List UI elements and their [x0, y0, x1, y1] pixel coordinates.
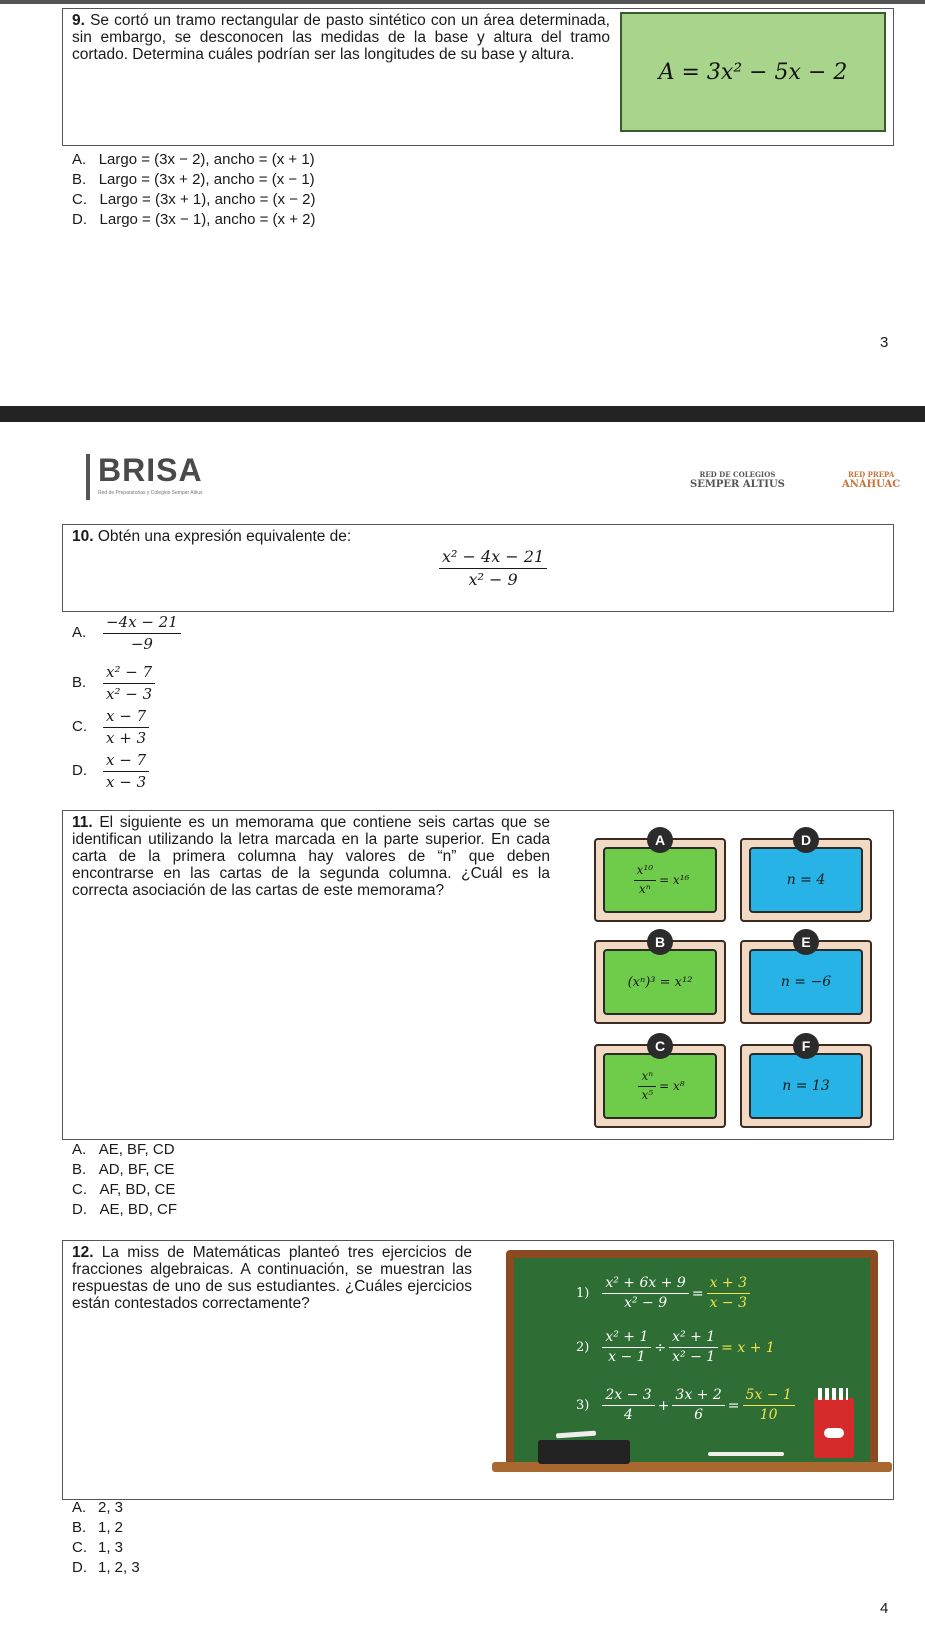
brisa-tagline: Red de Preparatorias y Colegios Semper Altius	[98, 490, 203, 496]
q11-text	[72, 814, 550, 899]
card-d-expr: n = 4	[786, 872, 826, 888]
chalk-box-icon	[814, 1398, 854, 1458]
page-number-top: 3	[880, 334, 889, 351]
option-letter: B.	[72, 1161, 87, 1178]
memorama-card-f[interactable]	[740, 1038, 872, 1128]
q9-area-formula: A = 3x² − 5x − 2	[658, 59, 848, 85]
card-b-face	[603, 949, 717, 1015]
q11-option-c[interactable]	[72, 1182, 175, 1198]
q10-numerator: x² − 4x − 21	[439, 548, 547, 569]
chalk-pieces-icon	[818, 1388, 848, 1400]
ex3-result-den: 10	[759, 1407, 778, 1424]
card-b-expr: (xⁿ)³ = x¹²	[627, 974, 693, 990]
chalk-box-label-icon	[824, 1428, 844, 1438]
option-letter: D.	[72, 762, 87, 779]
semper-altius-logo	[690, 470, 785, 490]
option-letter: C.	[72, 1181, 87, 1198]
q11-option-b[interactable]	[72, 1162, 175, 1178]
q11-number: 11.	[72, 814, 93, 831]
card-a-letter: A	[647, 827, 673, 853]
exercise-number: 2)	[576, 1340, 590, 1356]
option-text: 2, 3	[98, 1499, 124, 1516]
board-exercise-1	[576, 1276, 753, 1312]
board-exercise-2	[576, 1330, 775, 1366]
q9-option-a[interactable]	[72, 152, 315, 168]
q10-denominator: x² − 9	[468, 569, 518, 589]
q10-number: 10.	[72, 528, 94, 545]
q12-number: 12.	[72, 1244, 94, 1261]
card-f-expr: n = 13	[782, 1078, 830, 1094]
option-den: x − 3	[106, 772, 147, 791]
semper-big: SEMPER ALTIUS	[690, 479, 785, 490]
option-den: −9	[130, 634, 153, 653]
ex1-num: x² + 6x + 9	[602, 1276, 688, 1294]
option-text: AE, BD, CF	[99, 1201, 178, 1218]
option-num: x² − 7	[103, 664, 155, 684]
card-a-rhs: = x¹⁶	[659, 873, 690, 887]
option-text: 1, 2	[98, 1519, 124, 1536]
option-den: x + 3	[106, 728, 147, 747]
q12-option-b[interactable]	[72, 1520, 123, 1536]
ex3-eq: =	[727, 1397, 740, 1414]
page-number-bottom: 4	[880, 1600, 889, 1617]
card-c-den: x⁵	[641, 1087, 654, 1102]
option-letter: B.	[72, 171, 87, 188]
option-num: −4x − 21	[103, 614, 181, 634]
option-letter: A.	[72, 151, 87, 168]
memorama-card-b[interactable]	[594, 934, 726, 1024]
q11-option-d[interactable]	[72, 1202, 177, 1218]
card-c-num: xⁿ	[638, 1070, 656, 1086]
page-separator	[0, 406, 925, 422]
q12-text	[72, 1244, 472, 1312]
card-a-den: xⁿ	[639, 881, 651, 896]
q9-text	[72, 12, 610, 63]
q10-text	[72, 528, 351, 545]
card-c-rhs: = x⁸	[659, 1079, 685, 1093]
option-text: 1, 3	[98, 1539, 124, 1556]
memorama-card-d[interactable]	[740, 832, 872, 922]
card-e-letter: E	[793, 929, 819, 955]
brisa-logo	[86, 454, 218, 500]
anahuac-big: ANÁHUAC	[842, 479, 901, 490]
option-letter: A.	[72, 1141, 87, 1158]
ex3-a-den: 4	[624, 1407, 633, 1424]
option-letter: D.	[72, 211, 87, 228]
ex2-b-num: x² + 1	[669, 1330, 718, 1348]
option-letter: B.	[72, 1519, 87, 1536]
q11-option-a[interactable]	[72, 1142, 175, 1158]
brisa-bar	[86, 454, 90, 500]
ex2-a-den: x − 1	[608, 1349, 646, 1366]
q9-number: 9.	[72, 12, 85, 29]
eraser-icon	[538, 1440, 630, 1464]
memorama-card-e[interactable]	[740, 934, 872, 1024]
option-den: x² − 3	[106, 684, 153, 703]
q10-statement: Obtén una expresión equivalente de:	[97, 528, 352, 545]
q9-area-box	[620, 12, 886, 132]
ex3-b-num: 3x + 2	[672, 1388, 724, 1406]
q9-option-c[interactable]	[72, 192, 315, 208]
option-letter: C.	[72, 191, 87, 208]
option-letter: A.	[72, 1499, 87, 1516]
card-f-letter: F	[793, 1033, 819, 1059]
q12-option-d[interactable]	[72, 1560, 140, 1576]
memorama-card-a[interactable]	[594, 832, 726, 922]
memorama-card-c[interactable]	[594, 1038, 726, 1128]
card-f-face	[749, 1053, 863, 1119]
q9-statement: Se cortó un tramo rectangular de pasto sintético con un área determinada, sin embargo, se desconocen las medidas de la base y altura del tramo cortado. Determina cuáles podrían ser las longitudes de su base y altura.	[72, 12, 610, 63]
semper-small: RED DE COLEGIOS	[699, 470, 776, 479]
option-text: AF, BD, CE	[99, 1181, 176, 1198]
q12-option-a[interactable]	[72, 1500, 123, 1516]
q10-option-c[interactable]	[72, 708, 152, 746]
q10-option-d[interactable]	[72, 752, 152, 790]
option-text: Largo = (3x − 1), ancho = (x + 2)	[99, 211, 316, 228]
anahuac-small: RED PREPA	[847, 470, 895, 479]
board-exercise-3	[576, 1388, 798, 1424]
exercise-number: 1)	[576, 1286, 590, 1302]
option-num: x − 7	[103, 752, 149, 772]
q10-expression	[436, 548, 550, 588]
q11-statement: El siguiente es un memorama que contiene seis cartas que se identifican utilizando la letra marcada en la parte superior. En cada carta de la primera columna hay valores de “n” que deben encontrarse en las cartas de la segunda columna. ¿Cuál es la correcta asociación de las cartas de este memorama?	[72, 814, 550, 899]
ex1-op: =	[691, 1285, 704, 1302]
option-letter: B.	[72, 674, 87, 691]
option-text: Largo = (3x + 1), ancho = (x − 2)	[99, 191, 316, 208]
ex3-a-num: 2x − 3	[602, 1388, 654, 1406]
option-letter: C.	[72, 718, 87, 735]
card-c-letter: C	[647, 1033, 673, 1059]
ex2-a-num: x² + 1	[602, 1330, 651, 1348]
card-a-face	[603, 847, 717, 913]
q9-option-d[interactable]	[72, 212, 315, 228]
option-text: Largo = (3x + 2), ancho = (x − 1)	[98, 171, 315, 188]
option-letter: C.	[72, 1539, 87, 1556]
option-letter: D.	[72, 1201, 87, 1218]
ex1-den: x² − 9	[624, 1295, 668, 1312]
card-e-face	[749, 949, 863, 1015]
ex1-result-den: x − 3	[709, 1295, 747, 1312]
option-text: AE, BF, CD	[98, 1141, 175, 1158]
option-text: AD, BF, CE	[98, 1161, 175, 1178]
q9-option-b[interactable]	[72, 172, 315, 188]
q10-option-a[interactable]	[72, 614, 184, 652]
option-num: x − 7	[103, 708, 149, 728]
ex3-b-den: 6	[694, 1407, 704, 1424]
card-d-letter: D	[793, 827, 819, 853]
option-letter: D.	[72, 1559, 87, 1576]
top-edge-bar	[0, 0, 925, 4]
card-a-num: x¹⁰	[634, 864, 656, 880]
ex1-result-num: x + 3	[707, 1276, 750, 1294]
card-c-face	[603, 1053, 717, 1119]
ex3-result-num: 5x − 1	[743, 1388, 795, 1406]
q12-option-c[interactable]	[72, 1540, 123, 1556]
anahuac-logo	[842, 470, 900, 490]
card-e-expr: n = −6	[780, 974, 832, 990]
card-b-letter: B	[647, 929, 673, 955]
q10-option-b[interactable]	[72, 664, 158, 702]
ex2-op: ÷	[654, 1339, 667, 1356]
option-text: Largo = (3x − 2), ancho = (x + 1)	[98, 151, 315, 168]
option-text: 1, 2, 3	[98, 1559, 140, 1576]
chalk-stick-2-icon	[708, 1452, 784, 1456]
exercise-number: 3)	[576, 1398, 590, 1414]
ex2-result: = x + 1	[721, 1339, 775, 1356]
card-d-face	[749, 847, 863, 913]
ex3-op: +	[657, 1397, 670, 1414]
ex2-b-den: x² − 1	[672, 1349, 716, 1366]
brisa-wordmark: BRISA	[98, 452, 203, 488]
q12-statement: La miss de Matemáticas planteó tres ejercicios de fracciones algebraicas. A continuación, se muestran las respuestas de uno de sus estudiantes. ¿Cuáles ejercicios están contestados correctamente?	[72, 1244, 472, 1312]
option-letter: A.	[72, 624, 87, 641]
